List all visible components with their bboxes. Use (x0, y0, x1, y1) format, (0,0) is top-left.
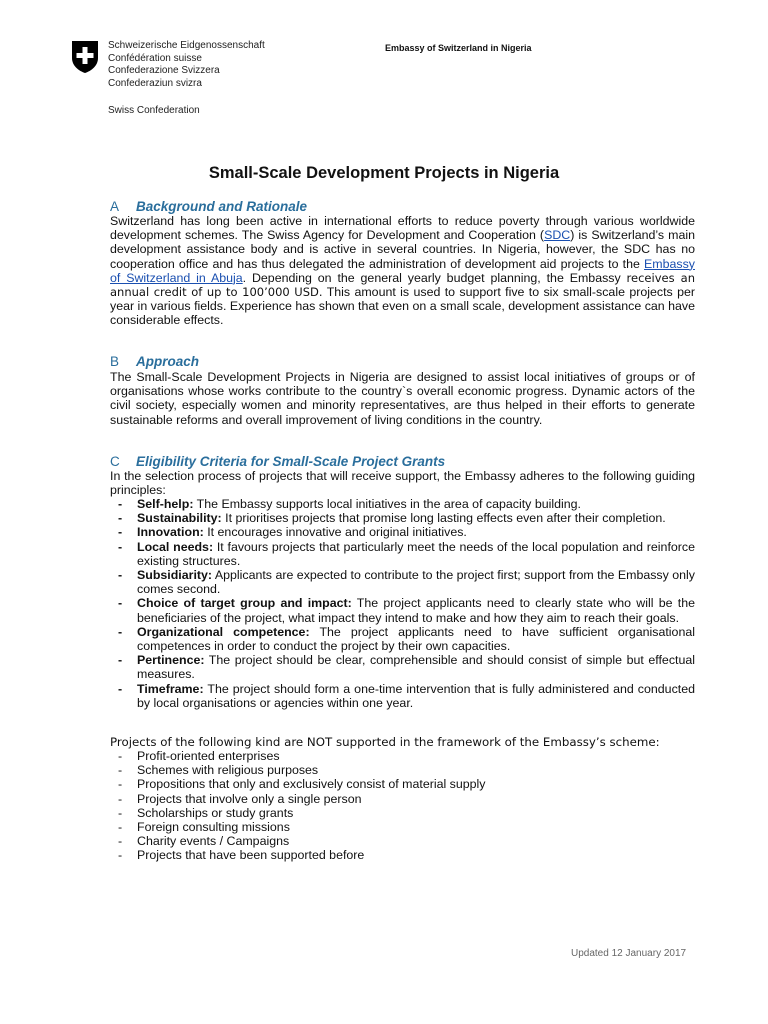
list-item: - Projects that have been supported before (118, 848, 365, 863)
list-item: - Pertinence: The project should be clear, comprehensible and should consist of simple but effectual measures. (118, 653, 695, 682)
section-c-intro: In the selection process of projects that will receive support, the Embassy adheres to the following guiding principles: (110, 469, 695, 498)
section-a-heading (110, 199, 307, 214)
list-item: - Innovation: It encourages innovative and original initiatives. (118, 525, 467, 540)
section-c-letter: C (110, 454, 120, 469)
list-item: - Local needs: It favours projects that particularly meet the needs of the local population and reinforce existing structures. (118, 539, 695, 568)
list-item: - Projects that involve only a single person (118, 791, 362, 806)
list-item: - Propositions that only and exclusively consist of material supply (118, 777, 486, 792)
section-b-heading (110, 354, 199, 369)
sdc-link[interactable]: SDC (544, 228, 571, 243)
list-item: - Choice of target group and impact: The project applicants need to clearly state who will be the beneficiaries of the project, what impact they intend to make and how they aim to reach their goals. (118, 596, 695, 625)
swiss-confederation-label: Swiss Confederation (108, 105, 200, 116)
list-item: - Scholarships or study grants (118, 805, 294, 820)
section-a-paragraph: Switzerland has long been active in international efforts to reduce poverty through various worldwide development schemes. The Swiss Agency for Development and Cooperation (SDC) is Switzerland’s main development assistance body and is active in several countries. In Nigeria, however, the SDC has no cooperation office and has thus delegated the administration of development aid projects to the Embassy of Switzerland in Abuja. Depending on the general yearly budget planning, the Embassy receives an annual credit of up to 100’000 USD. This amount is used to support five to six small-scale projects per year in various fields. Experience has shown that even on a small scale, development assistance can have considerable effects. (110, 214, 696, 328)
list-item: - Profit-oriented enterprises (118, 749, 280, 763)
list-item: - Subsidiarity: Applicants are expected to contribute to the project first; support from the Embassy only comes second. (118, 568, 695, 597)
section-c-heading (110, 454, 445, 469)
embassy-label: Embassy of Switzerland in Nigeria (385, 43, 532, 53)
section-b-title: Approach (136, 354, 200, 369)
swiss-shield-icon (70, 40, 100, 74)
embassy-abuja-link[interactable]: Embassy of Switzerland in Abuja (110, 256, 695, 285)
not-supported-intro: Projects of the following kind are NOT supported in the framework of the Embassy’s scheme: (110, 735, 660, 749)
list-item: - Schemes with religious purposes (118, 763, 319, 778)
not-supported-list (118, 749, 695, 863)
section-b-letter: B (110, 354, 120, 369)
section-a-title: Background and Rationale (136, 199, 308, 214)
section-c-title: Eligibility Criteria for Small-Scale Project Grants (136, 454, 446, 469)
list-item: - Self-help: The Embassy supports local initiatives in the area of capacity building. (118, 497, 581, 511)
section-a-letter: A (110, 199, 120, 214)
list-item: - Sustainability: It prioritises projects that promise long lasting effects even after their completion. (118, 511, 666, 526)
section-b-paragraph: The Small-Scale Development Projects in Nigeria are designed to assist local initiatives of groups or of organisations whose works contribute to the country`s overall economic progress. Dynamic actors of the civil society, especially women and minority representatives, are thus helped in their efforts to generate sustainable reforms and overall improvement of living conditions in the country. (110, 370, 695, 427)
confederation-names (108, 40, 308, 90)
list-item: - Timeframe: The project should form a one-time intervention that is fully administered and conducted by local organisations or agencies within one year. (118, 681, 695, 710)
principles-list (118, 497, 695, 710)
list-item: - Charity events / Campaigns (118, 834, 290, 849)
confederation-name-de: Schweizerische Eidgenossenschaft (108, 40, 265, 51)
list-item: - Foreign consulting missions (118, 820, 290, 835)
page-title: Small-Scale Development Projects in Nigeria (208, 164, 560, 182)
updated-date: Updated 12 January 2017 (571, 948, 687, 959)
confederation-name-fr: Confédération suisse (108, 52, 202, 64)
list-item: - Organizational competence: The project applicants need to have sufficient organisational competences in order to conduct the project by their own capacities. (118, 624, 695, 654)
confederation-name-it: Confederazione Svizzera (108, 65, 220, 77)
confederation-name-rm: Confederaziun svizra (108, 77, 202, 89)
